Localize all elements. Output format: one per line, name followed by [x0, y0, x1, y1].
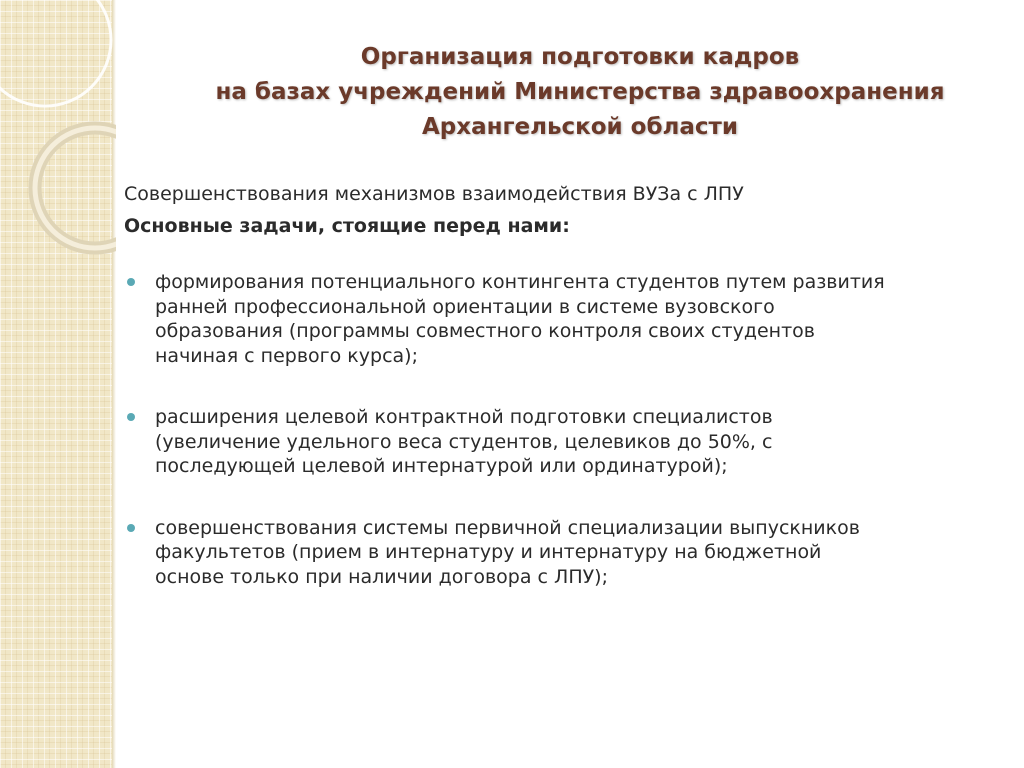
title-line: Архангельской области: [422, 114, 738, 140]
task-list: [124, 270, 984, 589]
list-item: [124, 516, 895, 590]
bullet-icon: [127, 524, 135, 532]
list-item-text: расширения целевой контрактной подготовки специалистов (увеличение удельного веса студентов, целевиков до 50%, с последующей целевой интернатурой или ординатурой);: [155, 406, 773, 477]
title-line: на базах учреждений Министерства здравоохранения: [215, 79, 945, 105]
bullet-icon: [127, 278, 135, 286]
tasks-heading: Основные задачи, стоящие перед нами:: [124, 215, 570, 237]
list-item-text: формирования потенциального контингента студентов путем развития ранней профессиональной ориентации в системе вузовского образования (программы совместного контроля своих студентов начиная с первого курса);: [155, 271, 885, 367]
bullet-icon: [127, 413, 135, 421]
title-line: Организация подготовки кадров: [360, 44, 800, 70]
subtitle: Совершенствования механизмов взаимодействия ВУЗа с ЛПУ: [124, 183, 744, 205]
slide-title: [150, 40, 1010, 145]
list-item: [124, 405, 895, 479]
list-item-text: совершенствования системы первичной специализации выпускников факультетов (прием в интернатуру и интернатуру на бюджетной основе только при наличии договора с ЛПУ);: [155, 516, 860, 588]
list-item: [124, 270, 895, 368]
slide-body: [124, 178, 984, 626]
decorative-circles: [0, 0, 116, 260]
